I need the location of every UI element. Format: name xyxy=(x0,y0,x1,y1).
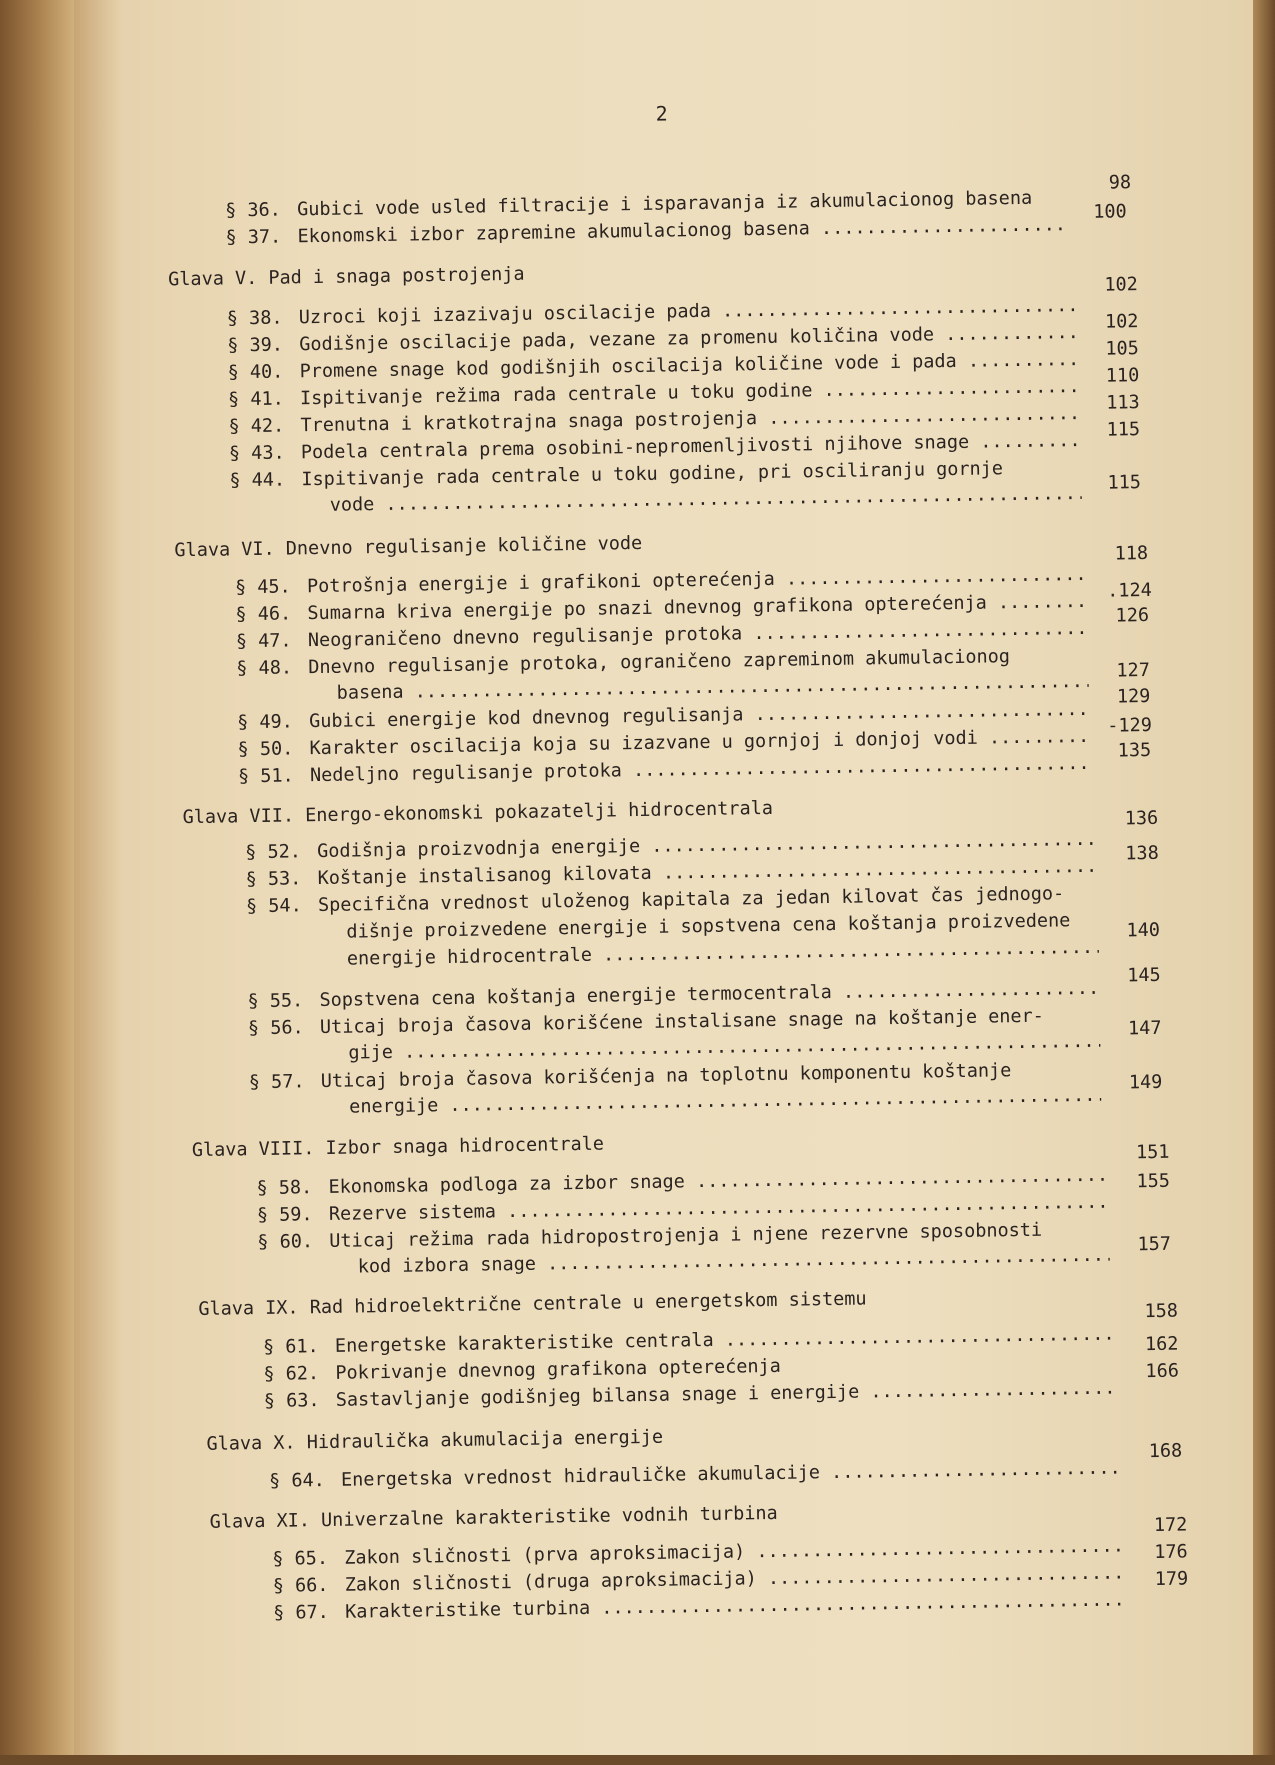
page-ref: 102 xyxy=(1104,274,1138,296)
section-number: § 51. xyxy=(237,765,294,788)
page-ref: 151 xyxy=(1135,1141,1170,1164)
entry-title: Podela centrala prema osobini-nepromenljivosti njihove snage ..... xyxy=(301,430,1081,463)
entry-title-continued: basena ..... xyxy=(337,671,1089,704)
page-ref: 158 xyxy=(1144,1300,1179,1323)
page-ref: 105 xyxy=(1105,338,1139,360)
page-ref: 157 xyxy=(1137,1233,1172,1256)
section-number: § 37. xyxy=(225,226,282,249)
page-ref: 135 xyxy=(1117,739,1152,762)
entry-title: Koštanje instalisanog kilovata ..... xyxy=(317,856,1097,889)
entry-title: Gubici vode usled filtracije i isparavanja iz akumulacionog basena xyxy=(296,187,1033,221)
entry-title: Pokrivanje dnevnog grafikona opterećenja xyxy=(335,1355,782,1384)
entry-title: Godišnje oscilacije pada, vezane za promenu količina vode ..... xyxy=(299,322,1079,355)
chapter-heading: Glava XI. Univerzalne karakteristike vodnih turbina xyxy=(209,1502,778,1533)
entry-title: Trenutna i kratkotrajna snaga postrojenja ..... xyxy=(300,403,1080,436)
page-ref: 115 xyxy=(1107,472,1142,494)
section-number: § 39. xyxy=(227,334,284,357)
page-ref: 172 xyxy=(1153,1514,1188,1537)
entry-title: Energetska vrednost hidrauličke akumulacije ..... xyxy=(341,1458,1121,1491)
entry-title: Ispitivanje režima rada centrale u toku godine ..... xyxy=(300,376,1080,409)
page-ref: 100 xyxy=(1093,201,1127,223)
page-ref: 145 xyxy=(1127,964,1161,987)
section-number: § 56. xyxy=(247,1017,304,1040)
section-number: § 60. xyxy=(257,1231,314,1254)
entry-title: Karakter oscilacija koja su izazvane u gornjoj i donjoj vodi ..... xyxy=(309,726,1089,759)
entry-title: Neograničeno dnevno regulisanje protoka ..... xyxy=(308,618,1088,651)
entry-title: Ispitivanje rada centrale u toku godine, pri osciliranju gornje xyxy=(301,458,1004,491)
section-number: § 59. xyxy=(256,1204,313,1227)
entry-title: Sastavljanje godišnjeg bilansa snage i energije ..... xyxy=(336,1378,1116,1411)
section-number: § 52. xyxy=(245,841,302,864)
section-number: § 41. xyxy=(227,388,284,411)
section-number: § 62. xyxy=(263,1363,320,1385)
page-ref: 113 xyxy=(1106,392,1140,414)
page-ref: 126 xyxy=(1115,604,1150,627)
entry-title: Sumarna kriva energije po snazi dnevnog grafikona opterećenja ..... xyxy=(307,591,1087,624)
page-ref: 166 xyxy=(1145,1360,1180,1383)
section-number: § 45. xyxy=(234,576,291,599)
section-number: § 44. xyxy=(229,469,286,492)
entry-title: Sopstvena cena koštanja energije termocentrala ..... xyxy=(319,978,1099,1011)
section-number: § 38. xyxy=(226,307,283,330)
entry-title: Zakon sličnosti (druga aproksimacija) ..... xyxy=(345,1562,1125,1595)
section-number: § 54. xyxy=(245,895,302,918)
page-ref: 115 xyxy=(1106,419,1141,441)
page-ref: 110 xyxy=(1105,365,1140,387)
entry-title: Ekonomski izbor zapremine akumulacionog basena ..... xyxy=(297,214,1069,247)
page-ref: 176 xyxy=(1154,1541,1188,1564)
chapter-heading: Glava VI. Dnevno regulisanje količine vode xyxy=(174,532,643,562)
entry-title: Zakon sličnosti (prva aproksimacija) ..... xyxy=(344,1535,1124,1568)
section-number: § 66. xyxy=(272,1574,329,1597)
page-ref: 129 xyxy=(1116,685,1151,708)
page-ref: 140 xyxy=(1126,919,1161,942)
entry-title-continued: kod izbora snage ..... xyxy=(358,1245,1110,1278)
section-number: § 55. xyxy=(247,990,304,1013)
entry-title: Ekonomska podloga za izbor snage ..... xyxy=(328,1165,1108,1198)
section-number: § 67. xyxy=(272,1601,330,1624)
section-number: § 46. xyxy=(235,603,292,626)
page-ref: 118 xyxy=(1114,542,1149,565)
page-ref: 162 xyxy=(1144,1333,1179,1356)
entry-title: Uticaj broja časova korišćenja na toplotnu komponentu koštanje xyxy=(320,1060,1012,1093)
page-ref: 168 xyxy=(1148,1440,1183,1463)
section-number: § 58. xyxy=(256,1177,313,1200)
section-number: § 36. xyxy=(224,199,281,222)
page-ref: 149 xyxy=(1128,1071,1163,1094)
section-number: § 57. xyxy=(248,1071,305,1094)
chapter-heading: Glava VII. Energo-ekonomski pokazatelji hidrocentrala xyxy=(182,797,774,829)
section-number: § 47. xyxy=(235,630,292,653)
entry-title-continued: vode ..... xyxy=(330,483,1082,516)
page-ref: -129 xyxy=(1107,714,1153,737)
section-number: § 42. xyxy=(228,415,285,438)
page-number: 2 xyxy=(655,101,668,126)
page-ref: 138 xyxy=(1125,842,1159,865)
section-number: § 61. xyxy=(262,1336,319,1358)
entry-title: Specifična vrednost uloženog kapitala za jedan kilovat čas jednogo- xyxy=(317,883,1065,917)
chapter-heading: Glava IX. Rad hidroelektrične centrale u energetskom sistemu xyxy=(198,1288,867,1320)
page-ref: 179 xyxy=(1154,1568,1189,1590)
chapter-heading: Glava X. Hidraulička akumulacija energije xyxy=(206,1426,664,1455)
section-number: § 53. xyxy=(245,868,302,891)
section-number: § 63. xyxy=(263,1390,320,1412)
entry-title-continued: energije hidrocentrale ..... xyxy=(347,937,1099,970)
page-ref: 127 xyxy=(1116,659,1151,682)
page-ref: 147 xyxy=(1127,1017,1162,1040)
entry-title-continued: gije ..... xyxy=(348,1031,1100,1064)
entry-title-continued: energije ..... xyxy=(349,1085,1101,1118)
section-number: § 65. xyxy=(272,1547,329,1570)
entry-title: Uticaj broja časova korišćene instalisane snage na koštanje ener- xyxy=(319,1005,1045,1039)
section-number: § 50. xyxy=(237,738,294,761)
entry-title: Promene snage kod godišnjih oscilacija količine vode i pada ..... xyxy=(299,349,1079,382)
entry-title: Potrošnja energije i grafikoni opterećenja ..... xyxy=(307,564,1087,597)
page-ref: 102 xyxy=(1104,311,1139,333)
section-number: § 43. xyxy=(228,442,285,465)
section-number: § 40. xyxy=(227,361,284,384)
entry-title: Godišnja proizvodnja energije ..... xyxy=(317,829,1097,862)
chapter-heading: Glava VIII. Izbor snaga hidrocentrale xyxy=(191,1133,605,1162)
page-ref: 155 xyxy=(1136,1170,1171,1193)
page-ref: 98 xyxy=(1108,172,1132,194)
entry-title: Uzroci koji izazivaju oscilacije pada ..... xyxy=(299,295,1079,328)
section-number: § 64. xyxy=(268,1470,325,1492)
entry-title: Gubici energije kod dnevnog regulisanja ..... xyxy=(309,699,1089,732)
entry-title-continued: dišnje proizvedene energije i sopstvena cena koštanja proizvedene xyxy=(346,910,1071,943)
section-number: § 49. xyxy=(237,711,294,734)
entry-title: Karakteristike turbina ..... xyxy=(345,1589,1125,1622)
entry-title: Nedeljno regulisanje protoka ..... xyxy=(310,753,1090,786)
entry-title: Dnevno regulisanje protoka, ograničeno zapreminom akumulacionog xyxy=(308,646,1011,679)
section-number: § 48. xyxy=(236,657,293,680)
chapter-heading: Glava V. Pad i snaga postrojenja xyxy=(168,263,525,291)
page-ref: 136 xyxy=(1124,807,1159,830)
entry-title: Energetske karakteristike centrala ..... xyxy=(335,1324,1115,1357)
entry-title: Uticaj režima rada hidropostrojenja i njene rezervne sposobnosti xyxy=(329,1219,1043,1252)
page-ref: .124 xyxy=(1107,579,1152,602)
entry-title: Rezerve sistema ..... xyxy=(329,1192,1109,1225)
